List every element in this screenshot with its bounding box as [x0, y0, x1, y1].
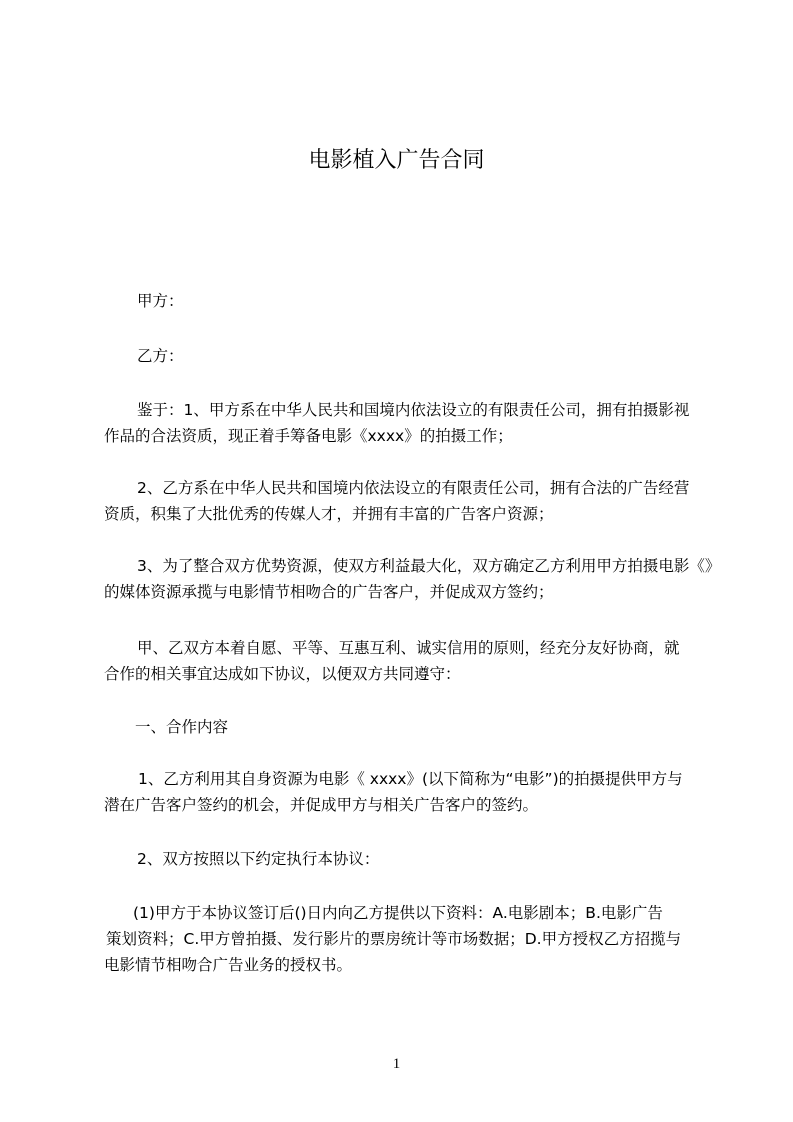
paragraph-line: 2、双方按照以下约定执行本协议：: [137, 850, 380, 868]
paragraph-line: 3、为了整合双方优势资源，使双方利益最大化，双方确定乙方利用甲方拍摄电影《》: [137, 557, 721, 575]
paragraph-line: 资质，积集了大批优秀的传媒人才，并拥有丰富的广告客户资源；: [104, 505, 554, 523]
paragraph-line: 策划资料；C.甲方曾拍摄、发行影片的票房统计等市场数据；D.甲方授权乙方招揽与: [106, 930, 682, 948]
party-b-label: 乙方：: [137, 347, 184, 365]
paragraph-line: 2、乙方系在中华人民共和国境内依法设立的有限责任公司，拥有合法的广告经营: [137, 479, 690, 497]
paragraph-line: (1)甲方于本协议签订后()日内向乙方提供以下资料：A.电影剧本；B.电影广告: [133, 904, 663, 922]
party-a-label: 甲方：: [137, 292, 184, 310]
document-title: 电影植入广告合同: [308, 148, 485, 173]
paragraph-line: 1、乙方利用其自身资源为电影《 xxxx》(以下简称为“电影”)的拍摄提供甲方与: [138, 770, 683, 788]
paragraph-line: 作品的合法资质，现正着手筹备电影《xxxx》的拍摄工作；: [104, 427, 513, 445]
paragraph-line: 的媒体资源承揽与电影情节相吻合的广告客户，并促成双方签约；: [104, 583, 554, 601]
paragraph-line: 潜在广告客户签约的机会，并促成甲方与相关广告客户的签约。: [104, 796, 539, 814]
paragraph-line: 电影情节相吻合广告业务的授权书。: [104, 956, 353, 974]
paragraph-line: 甲、乙双方本着自愿、平等、互惠互利、诚实信用的原则，经充分友好协商，就: [137, 639, 680, 657]
paragraph-line: 合作的相关事宜达成如下协议，以便双方共同遵守：: [104, 665, 461, 683]
section-heading: 一、合作内容: [135, 718, 229, 736]
page-number: 1: [392, 1056, 401, 1072]
paragraph-line: 鉴于：1、甲方系在中华人民共和国境内依法设立的有限责任公司，拥有拍摄影视: [137, 401, 690, 419]
